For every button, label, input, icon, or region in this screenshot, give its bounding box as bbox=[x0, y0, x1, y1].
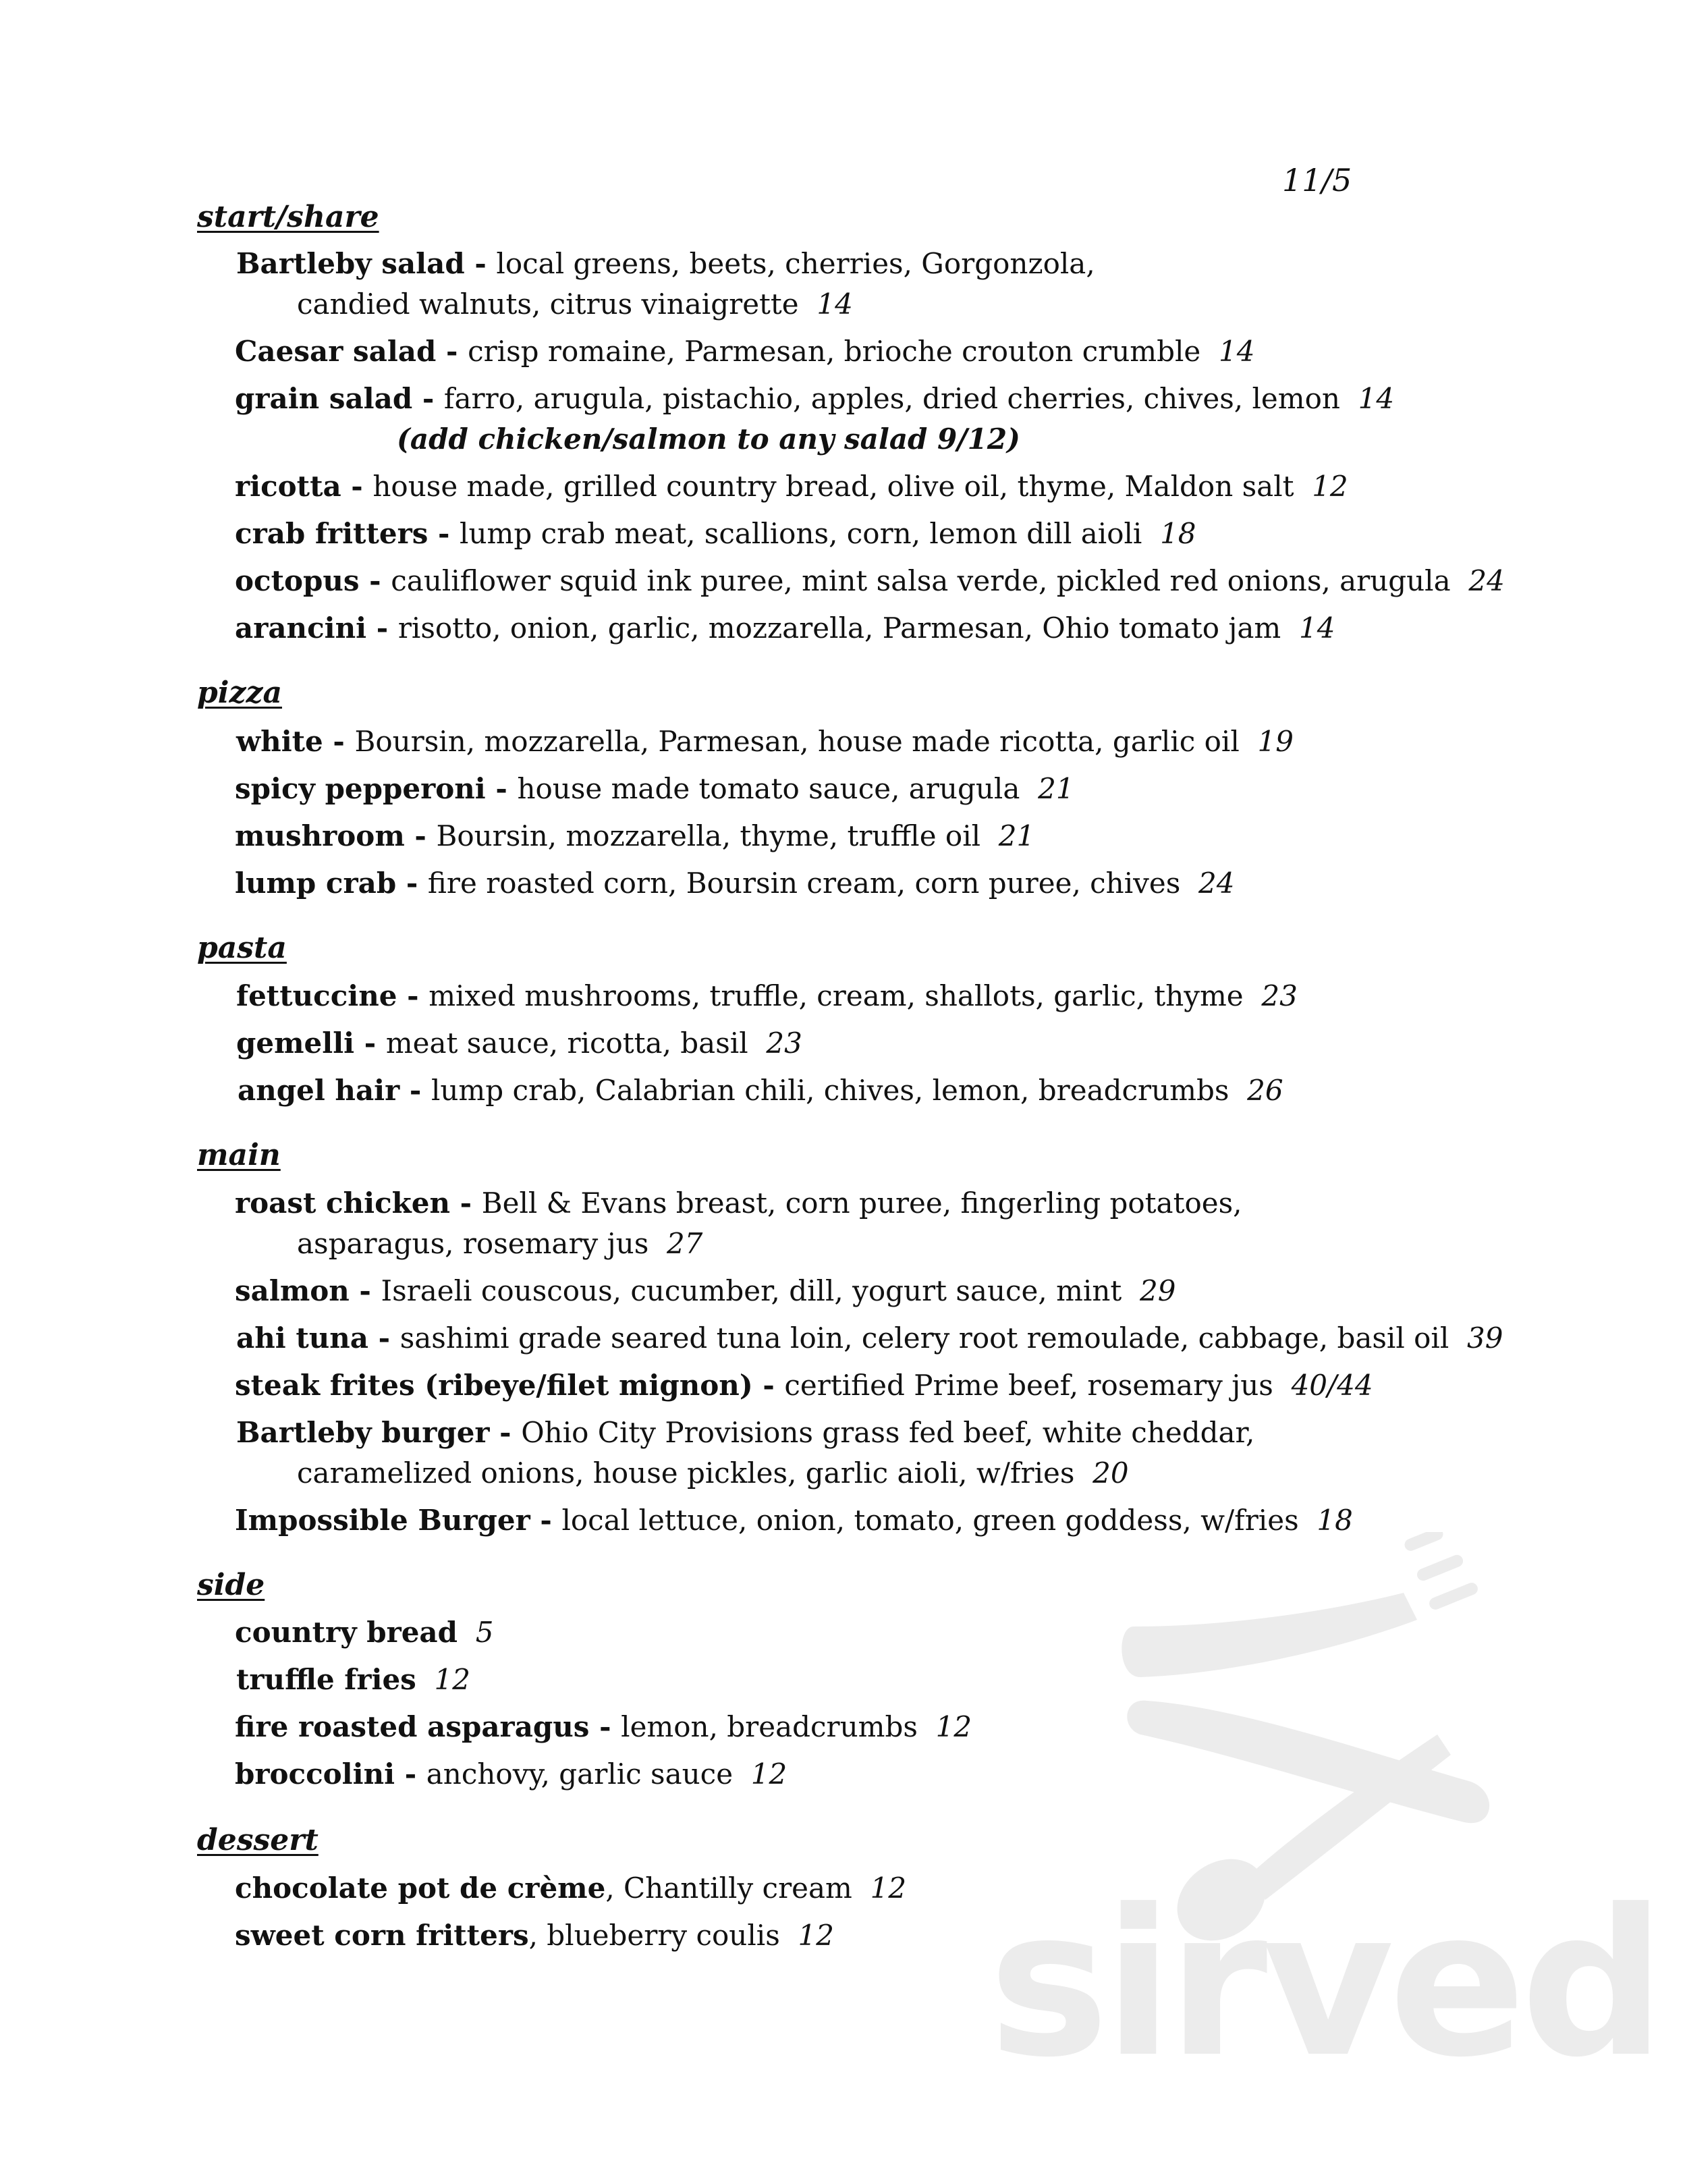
menu-item-roast-chicken: roast chicken - Bell & Evans breast, corn puree, fingerling potatoes, bbox=[235, 1186, 1242, 1220]
item-name: gemelli bbox=[236, 1027, 355, 1060]
item-name: Bartleby salad bbox=[236, 247, 465, 280]
menu-item-bartleby-burger: Bartleby burger - Ohio City Provisions grass fed beef, white cheddar, bbox=[236, 1416, 1255, 1449]
item-description: anchovy, garlic sauce bbox=[426, 1757, 734, 1791]
item-name: ahi tuna bbox=[236, 1321, 369, 1355]
menu-item-mushroom-pizza: mushroom - Boursin, mozzarella, thyme, truffle oil 21 bbox=[235, 819, 1035, 852]
item-description: mixed mushrooms, truffle, cream, shallots, garlic, thyme bbox=[428, 979, 1244, 1012]
item-description: Boursin, mozzarella, thyme, truffle oil bbox=[436, 819, 981, 852]
item-description: Boursin, mozzarella, Parmesan, house made ricotta, garlic oil bbox=[354, 725, 1240, 758]
menu-item-arancini: arancini - risotto, onion, garlic, mozzarella, Parmesan, Ohio tomato jam 14 bbox=[235, 611, 1335, 645]
menu-item-octopus: octopus - cauliflower squid ink puree, mint salsa verde, pickled red onions, arugula 24 bbox=[235, 564, 1505, 597]
item-description: Ohio City Provisions grass fed beef, white cheddar, bbox=[521, 1416, 1255, 1449]
item-name: sweet corn fritters bbox=[235, 1919, 529, 1952]
item-price: 18 bbox=[1160, 517, 1196, 550]
item-name: grain salad bbox=[235, 382, 413, 415]
item-price: 24 bbox=[1198, 867, 1235, 900]
item-description: sashimi grade seared tuna loin, celery root remoulade, cabbage, basil oil bbox=[399, 1321, 1449, 1355]
item-description: asparagus, rosemary jus bbox=[297, 1227, 649, 1260]
item-description: risotto, onion, garlic, mozzarella, Parmesan, Ohio tomato jam bbox=[397, 611, 1281, 645]
item-price: 21 bbox=[998, 819, 1035, 852]
section-title-start-share: start/share bbox=[197, 200, 379, 234]
item-price: 29 bbox=[1140, 1274, 1176, 1307]
menu-item-white-pizza: white - Boursin, mozzarella, Parmesan, house made ricotta, garlic oil 19 bbox=[236, 725, 1294, 758]
menu-item-ahi-tuna: ahi tuna - sashimi grade seared tuna loin, celery root remoulade, cabbage, basil oil 39 bbox=[236, 1321, 1503, 1355]
menu-item-bartleby-salad-cont bbox=[297, 290, 853, 319]
item-price: 18 bbox=[1317, 1504, 1353, 1537]
item-price: 23 bbox=[766, 1027, 802, 1060]
item-name: broccolini bbox=[235, 1757, 395, 1791]
item-price: 14 bbox=[1358, 382, 1395, 415]
salad-add-on-note: (add chicken/salmon to any salad 9/12) bbox=[397, 422, 1020, 456]
item-name: arancini bbox=[235, 611, 367, 645]
item-description: candied walnuts, citrus vinaigrette bbox=[297, 288, 799, 321]
item-description: blueberry coulis bbox=[547, 1919, 780, 1952]
item-description: certified Prime beef, rosemary jus bbox=[784, 1369, 1273, 1402]
menu-item-truffle-fries bbox=[236, 1663, 470, 1696]
item-name: mushroom bbox=[235, 819, 405, 852]
item-description: local greens, beets, cherries, Gorgonzola, bbox=[496, 247, 1095, 280]
item-description: local lettuce, onion, tomato, green goddess, w/fries bbox=[561, 1504, 1299, 1537]
item-name: Bartleby burger bbox=[236, 1416, 490, 1449]
item-price: 12 bbox=[870, 1872, 907, 1905]
item-price: 23 bbox=[1261, 979, 1298, 1012]
item-description: cauliflower squid ink puree, mint salsa verde, pickled red onions, arugula bbox=[391, 564, 1451, 597]
item-name: roast chicken bbox=[235, 1186, 451, 1220]
item-price: 12 bbox=[434, 1663, 470, 1696]
menu-item-impossible-burger: Impossible Burger - local lettuce, onion, tomato, green goddess, w/fries 18 bbox=[235, 1504, 1353, 1537]
item-name: white bbox=[236, 725, 323, 758]
item-name: chocolate pot de crème bbox=[235, 1872, 606, 1905]
item-price: 12 bbox=[750, 1757, 787, 1791]
menu-item-bartleby-salad: Bartleby salad - local greens, beets, cherries, Gorgonzola, bbox=[236, 247, 1095, 280]
menu-item-broccolini: broccolini - anchovy, garlic sauce 12 bbox=[235, 1757, 787, 1791]
menu-item-sweet-corn-fritters: sweet corn fritters, blueberry coulis 12 bbox=[235, 1919, 834, 1952]
section-title-dessert: dessert bbox=[197, 1823, 319, 1857]
item-price: 39 bbox=[1467, 1321, 1503, 1355]
item-name: octopus bbox=[235, 564, 360, 597]
menu-item-caesar-salad: Caesar salad - crisp romaine, Parmesan, brioche crouton crumble 14 bbox=[235, 335, 1255, 368]
item-name: Impossible Burger bbox=[235, 1504, 530, 1537]
item-name: lump crab bbox=[235, 867, 397, 900]
sirved-watermark-logo: sirved bbox=[989, 1866, 1661, 2102]
item-name: fettuccine bbox=[236, 979, 397, 1012]
item-price: 20 bbox=[1093, 1456, 1129, 1490]
item-name: ricotta bbox=[235, 470, 341, 503]
menu-date: 11/5 bbox=[1282, 162, 1352, 198]
item-name: country bread bbox=[235, 1616, 458, 1649]
item-price: 27 bbox=[666, 1227, 703, 1260]
item-price: 12 bbox=[1312, 470, 1348, 503]
item-description: lemon, breadcrumbs bbox=[621, 1710, 918, 1743]
item-name: spicy pepperoni bbox=[235, 772, 486, 805]
menu-item-fettuccine: fettuccine - mixed mushrooms, truffle, cream, shallots, garlic, thyme 23 bbox=[236, 979, 1298, 1012]
item-description: Chantilly cream bbox=[624, 1872, 852, 1905]
item-price: 12 bbox=[935, 1710, 972, 1743]
item-description: farro, arugula, pistachio, apples, dried cherries, chives, lemon bbox=[443, 382, 1340, 415]
item-description: meat sauce, ricotta, basil bbox=[385, 1027, 748, 1060]
item-name: truffle fries bbox=[236, 1663, 416, 1696]
item-price: 21 bbox=[1038, 772, 1074, 805]
item-description: lump crab, Calabrian chili, chives, lemon, breadcrumbs bbox=[431, 1074, 1229, 1107]
menu-item-angel-hair: angel hair - lump crab, Calabrian chili, chives, lemon, breadcrumbs 26 bbox=[238, 1074, 1283, 1107]
menu-item-roast-chicken-cont bbox=[297, 1227, 703, 1260]
item-description: Bell & Evans breast, corn puree, fingerling potatoes, bbox=[481, 1186, 1242, 1220]
menu-item-lump-crab-pizza: lump crab - fire roasted corn, Boursin cream, corn puree, chives 24 bbox=[235, 867, 1235, 900]
item-description: caramelized onions, house pickles, garlic aioli, w/fries bbox=[297, 1456, 1075, 1490]
menu-item-gemelli: gemelli - meat sauce, ricotta, basil 23 bbox=[236, 1027, 802, 1060]
item-price: 14 bbox=[1218, 335, 1255, 368]
section-title-pizza: pizza bbox=[197, 676, 282, 710]
item-price: 40/44 bbox=[1291, 1369, 1373, 1402]
item-name: fire roasted asparagus bbox=[235, 1710, 590, 1743]
item-price: 26 bbox=[1247, 1074, 1283, 1107]
item-name: Caesar salad bbox=[235, 335, 437, 368]
item-price: 14 bbox=[1298, 611, 1335, 645]
item-description: crisp romaine, Parmesan, brioche crouton crumble bbox=[468, 335, 1201, 368]
section-title-main: main bbox=[197, 1138, 281, 1172]
menu-item-chocolate-pot-de-creme: chocolate pot de crème, Chantilly cream 12 bbox=[235, 1872, 907, 1905]
item-price: 14 bbox=[817, 288, 853, 321]
item-description: house made, grilled country bread, olive oil, thyme, Maldon salt bbox=[372, 470, 1294, 503]
item-name: salmon bbox=[235, 1274, 350, 1307]
item-name: angel hair bbox=[238, 1074, 400, 1107]
menu-item-grain-salad: grain salad - farro, arugula, pistachio, apples, dried cherries, chives, lemon 14 bbox=[235, 382, 1395, 415]
menu-item-crab-fritters: crab fritters - lump crab meat, scallions, corn, lemon dill aioli 18 bbox=[235, 517, 1196, 550]
menu-item-steak-frites: steak frites (ribeye/filet mignon) - certified Prime beef, rosemary jus 40/44 bbox=[235, 1369, 1373, 1402]
item-name: crab fritters bbox=[235, 517, 428, 550]
item-price: 5 bbox=[475, 1616, 494, 1649]
item-price: 19 bbox=[1257, 725, 1294, 758]
menu-item-ricotta: ricotta - house made, grilled country bread, olive oil, thyme, Maldon salt 12 bbox=[235, 470, 1348, 503]
item-description: fire roasted corn, Boursin cream, corn puree, chives bbox=[427, 867, 1181, 900]
item-description: house made tomato sauce, arugula bbox=[517, 772, 1020, 805]
section-title-side: side bbox=[197, 1568, 265, 1602]
menu-item-salmon: salmon - Israeli couscous, cucumber, dill, yogurt sauce, mint 29 bbox=[235, 1274, 1176, 1307]
item-name: steak frites (ribeye/filet mignon) bbox=[235, 1369, 753, 1402]
section-title-pasta: pasta bbox=[197, 931, 287, 965]
menu-item-country-bread bbox=[235, 1618, 493, 1647]
menu-item-spicy-pepperoni: spicy pepperoni - house made tomato sauce, arugula 21 bbox=[235, 772, 1074, 805]
item-description: lump crab meat, scallions, corn, lemon dill aioli bbox=[460, 517, 1142, 550]
menu-item-fire-roasted-asparagus: fire roasted asparagus - lemon, breadcrumbs 12 bbox=[235, 1710, 972, 1743]
menu-item-bartleby-burger-cont bbox=[297, 1456, 1129, 1490]
item-price: 24 bbox=[1468, 564, 1505, 597]
item-description: Israeli couscous, cucumber, dill, yogurt sauce, mint bbox=[381, 1274, 1122, 1307]
item-price: 12 bbox=[798, 1919, 834, 1952]
